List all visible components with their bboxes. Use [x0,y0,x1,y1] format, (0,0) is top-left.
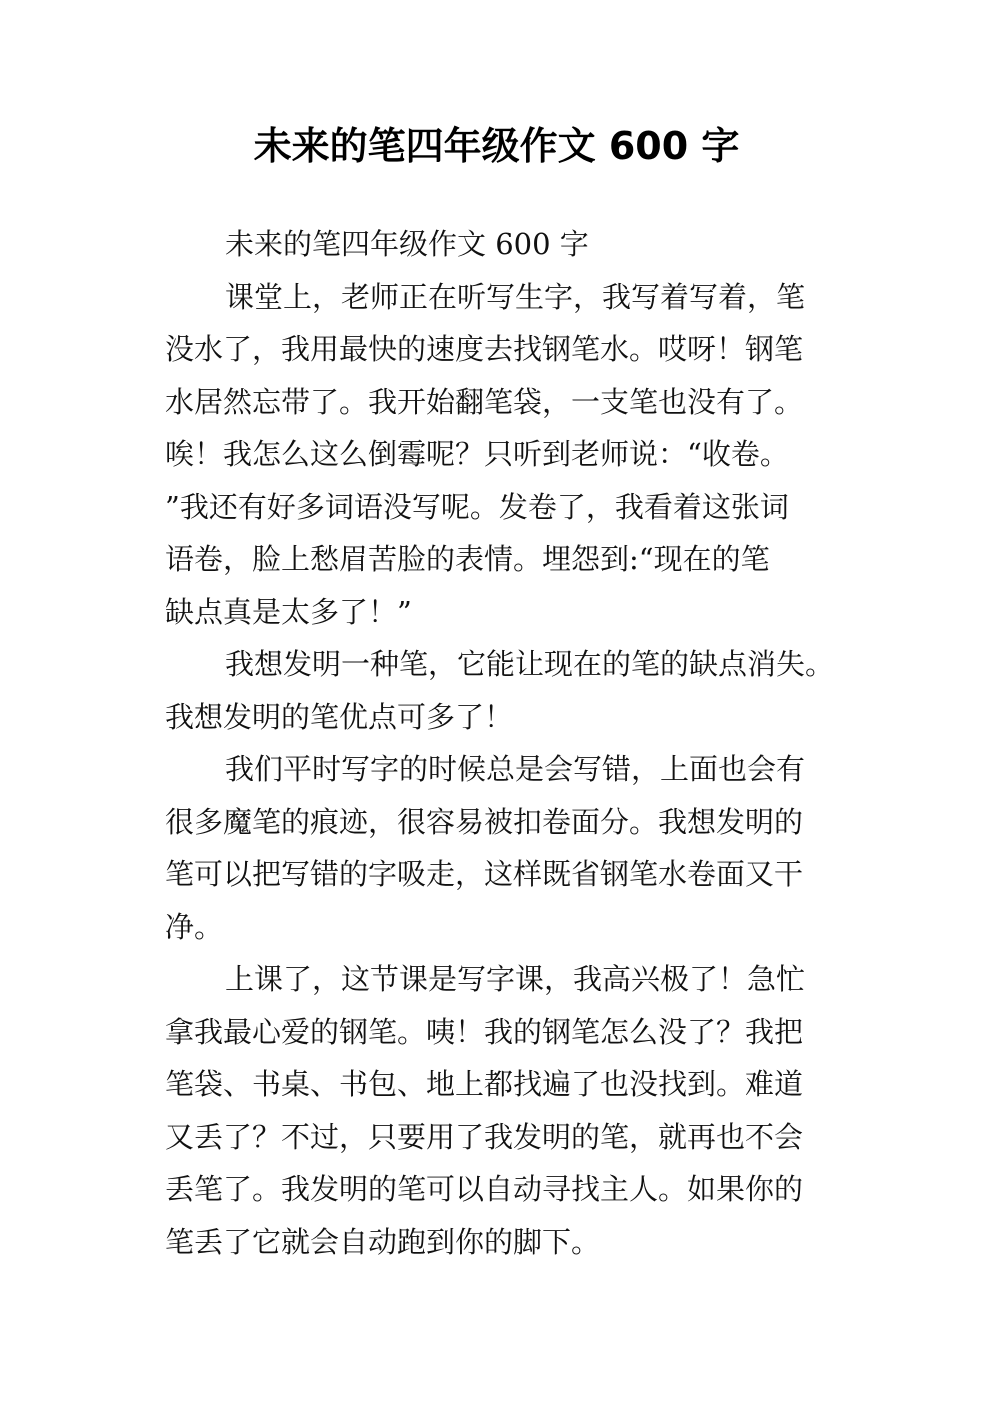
text-line: 唉！我怎么这么倒霉呢？只听到老师说：“收卷。 [165,437,789,471]
text-line: 我想发明的笔优点可多了！ [165,699,514,734]
text-line: 又丢了？不过，只要用了我发明的笔，就再也不会 [165,1119,804,1154]
text-line: 没水了，我用最快的速度去找钢笔水。哎呀！钢笔 [165,332,804,366]
page-title: 未来的笔四年级作文 600 字 [253,124,740,168]
text-line: 笔可以把写错的字吸走，这样既省钢笔水卷面又干 [165,857,804,891]
text-line: 丢笔了。我发明的笔可以自动寻找主人。如果你的 [165,1172,804,1206]
text-line: 未来的笔四年级作文 600 字 [225,227,589,261]
text-line: 语卷，脸上愁眉苦脸的表情。埋怨到:“现在的笔 [165,542,770,576]
text-line: 我们平时写字的时候总是会写错，上面也会有 [225,752,806,786]
text-line: 净。 [165,909,224,944]
essay-body [165,218,845,1268]
text-line: 缺点真是太多了！” [165,594,412,629]
text-line: ”我还有好多词语没写呢。发卷了，我看着这张词 [165,489,789,524]
text-line: 我想发明一种笔，它能让现在的笔的缺点消失。 [225,647,835,681]
text-line: 笔丢了它就会自动跑到你的脚下。 [165,1224,601,1259]
text-line: 拿我最心爱的钢笔。咦！我的钢笔怎么没了？我把 [165,1014,804,1049]
text-line: 水居然忘带了。我开始翻笔袋，一支笔也没有了。 [165,384,804,419]
text-line: 笔袋、书桌、书包、地上都找遍了也没找到。难道 [165,1067,804,1101]
text-line: 很多魔笔的痕迹，很容易被扣卷面分。我想发明的 [165,804,804,839]
text-line: 课堂上，老师正在听写生字，我写着写着，笔 [225,279,806,314]
text-line: 上课了，这节课是写字课，我高兴极了！急忙 [225,962,806,996]
